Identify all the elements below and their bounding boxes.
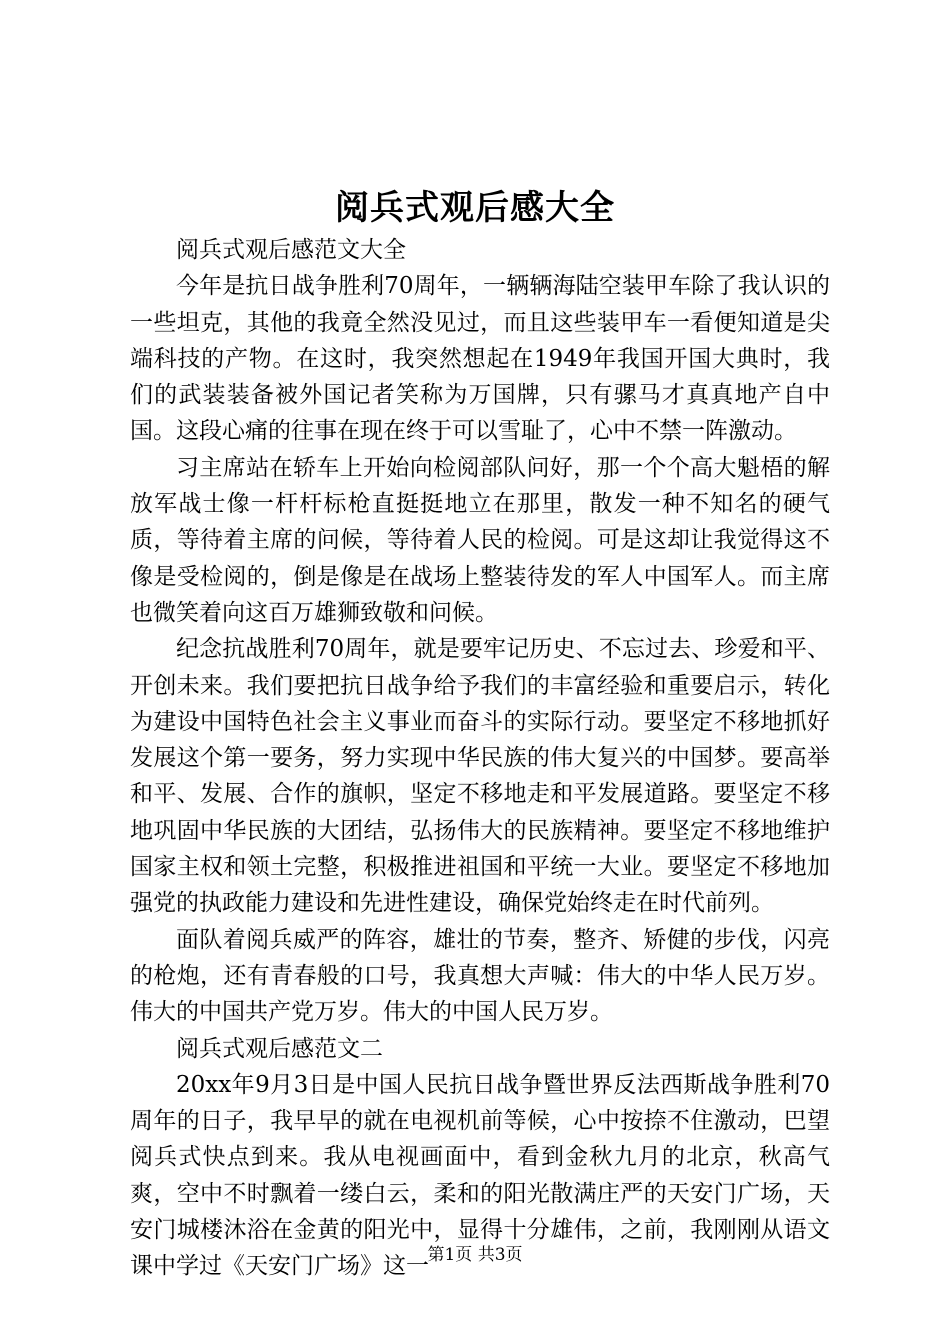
paragraph: 纪念抗战胜利70周年，就是要牢记历史、不忘过去、珍爱和平、开创未来。我们要把抗日战争给予我们的丰富经验和重要启示，转化为建设中国特色社会主义事业而奋斗的实际行动。要坚定不移地抓好发展这个第一要务，努力实现中华民族的伟大复兴的中国梦。要高举和平、发展、合作的旗帜，坚定不移地走和平发展道路。要坚定不移地巩固中华民族的大团结，弘扬伟大的民族精神。要坚定不移地维护国家主权和领土完整，积极推进祖国和平统一大业。要坚定不移地加强党的执政能力建设和先进性建设，确保党始终走在时代前列。 — [130, 636, 830, 917]
document-body — [130, 232, 830, 1285]
document-title: 阅兵式观后感大全 — [335, 188, 615, 228]
paragraph-section-heading: 阅兵式观后感范文二 — [176, 1035, 383, 1062]
paragraph: 今年是抗日战争胜利70周年，一辆辆海陆空装甲车除了我认识的一些坦克，其他的我竟全然没见过，而且这些装甲车一看便知道是尖端科技的产物。在这时，我突然想起在1949年我国开国大典时，我们的武装装备被外国记者笑称为万国牌，只有骡马才真真地产自中国。这段心痛的往事在现在终于可以雪耻了，心中不禁一阵激动。 — [130, 273, 830, 445]
page-footer: 第1页 共3页 — [427, 1245, 523, 1265]
paragraph: 面队着阅兵威严的阵容，雄壮的节奏，整齐、矫健的步伐，闪亮的枪炮，还有青春般的口号，我真想大声喊：伟大的中华人民万岁。伟大的中国共产党万岁。伟大的中国人民万岁。 — [130, 926, 830, 1026]
paragraph-section-heading: 阅兵式观后感范文大全 — [176, 237, 406, 263]
paragraph: 20xx年9月3日是中国人民抗日战争暨世界反法西斯战争胜利70周年的日子，我早早的就在电视机前等候，心中按捺不住激动，巴望阅兵式快点到来。我从电视画面中，看到金秋九月的北京，秋高气爽，空中不时飘着一缕白云，柔和的阳光散满庄严的天安门广场，天安门城楼沐浴在金黄的阳光中，显得十分雄伟，之前，我刚刚从语文课中学过《天安门广场》这一 — [130, 1071, 830, 1280]
paragraph: 习主席站在轿车上开始向检阅部队问好，那一个个高大魁梧的解放军战士像一杆杆标枪直挺挺地立在那里，散发一种不知名的硬气质，等待着主席的问候，等待着人民的检阅。可是这却让我觉得这不像是受检阅的，倒是像是在战场上整装待发的军人中国军人。而主席也微笑着向这百万雄狮致敬和问候。 — [130, 454, 830, 626]
